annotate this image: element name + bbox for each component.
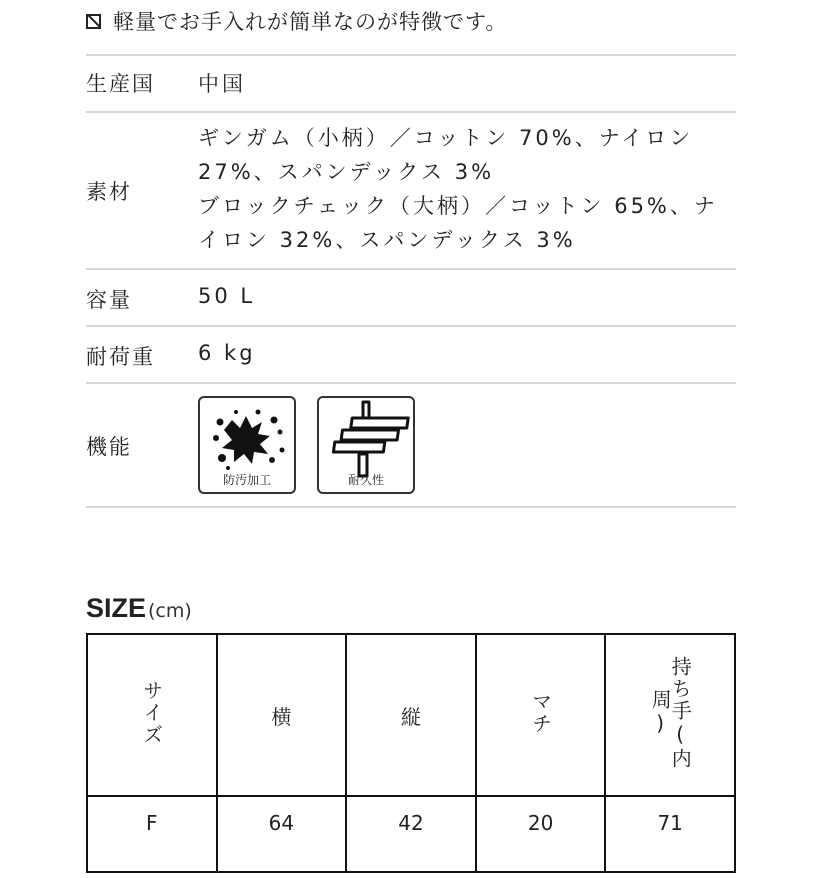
material-line: ギンガム（小柄）／コットン 70%、ナイロン: [198, 126, 694, 150]
size-cell: 42: [346, 796, 476, 872]
divider: [86, 325, 736, 327]
feature-note: [86, 6, 507, 36]
size-table-header-row: [87, 634, 735, 796]
material-line: 27%、スパンデックス 3%: [198, 160, 495, 184]
spec-label-capacity: 容量: [86, 288, 132, 312]
size-col-header: サイズ: [87, 634, 217, 796]
spec-label-material: 素材: [86, 180, 132, 204]
spec-label-origin: 生産国: [86, 72, 155, 96]
size-col-header: マチ: [476, 634, 606, 796]
size-table: [86, 633, 736, 873]
durability-badge: [317, 396, 415, 494]
size-col-header: 持ち手(内周): [605, 634, 735, 796]
spec-value-origin: 中国: [198, 72, 246, 96]
divider: [86, 54, 736, 56]
spec-label-load: 耐荷重: [86, 345, 155, 369]
size-cell: 20: [476, 796, 606, 872]
divider: [86, 506, 736, 508]
feature-note-text: 軽量でお手入れが簡単なのが特徴です。: [113, 10, 508, 34]
divider: [86, 268, 736, 270]
spec-value-load: 6 kg: [198, 341, 256, 365]
stain-resistant-caption: 防汚加工: [222, 473, 271, 487]
stain-resistant-badge: [198, 396, 296, 494]
spec-value-capacity: 50 L: [198, 284, 256, 308]
divider: [86, 111, 736, 113]
size-heading-unit: (cm): [148, 600, 192, 622]
size-heading: [86, 593, 192, 624]
divider: [86, 382, 736, 384]
checkbox-slash-icon: [86, 14, 101, 29]
size-cell: F: [87, 796, 217, 872]
material-line: イロン 32%、スパンデックス 3%: [198, 228, 576, 252]
material-line: ブロックチェック（大柄）／コットン 65%、ナ: [198, 194, 718, 218]
spec-label-function: 機能: [86, 435, 132, 459]
size-col-header: 縦: [346, 634, 476, 796]
size-heading-title: SIZE: [86, 593, 147, 623]
durability-caption: 耐久性: [347, 473, 384, 487]
size-cell: 64: [217, 796, 347, 872]
size-col-header: 横: [217, 634, 347, 796]
size-cell: 71: [605, 796, 735, 872]
size-table-row: [87, 796, 735, 872]
spec-value-material: [198, 121, 718, 257]
